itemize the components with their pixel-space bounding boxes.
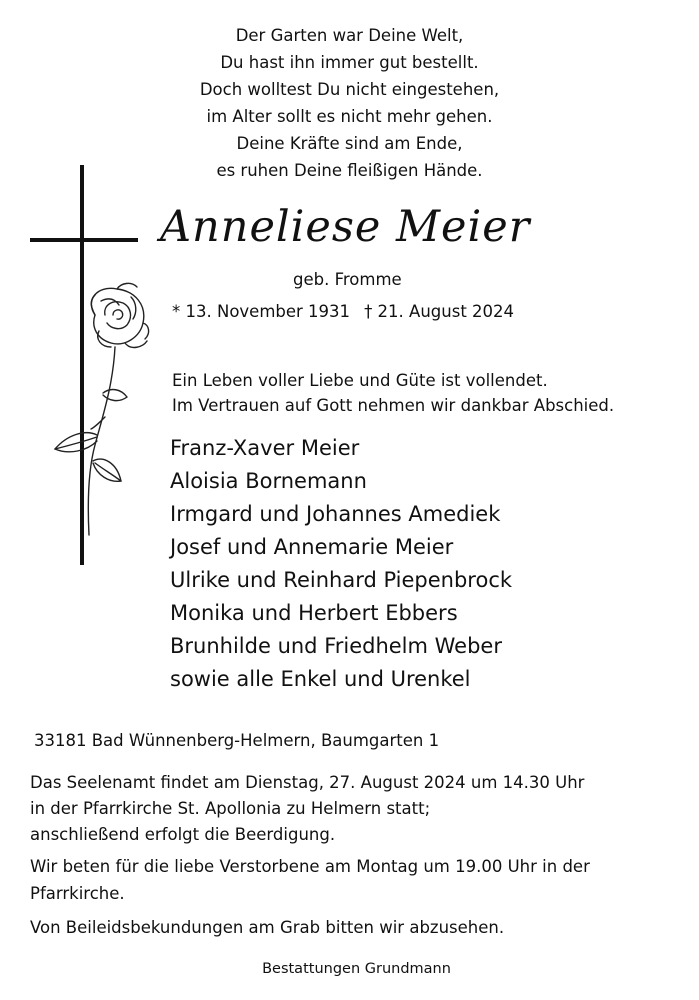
- birth-date: * 13. November 1931: [172, 302, 351, 321]
- prayer-notice: [30, 853, 590, 907]
- life-dates: [172, 302, 514, 321]
- poem: [0, 22, 699, 184]
- poem-line: Deine Kräfte sind am Ende,: [236, 134, 463, 153]
- mourner-entry: Irmgard und Johannes Amediek: [170, 502, 501, 526]
- poem-line: Der Garten war Deine Welt,: [235, 26, 464, 45]
- mourner-entry: Josef und Annemarie Meier: [170, 535, 454, 559]
- mourner-entry: Brunhilde und Friedhelm Weber: [170, 634, 502, 658]
- cross-with-rose-illustration: [25, 165, 160, 570]
- mourner-entry: Aloisia Bornemann: [170, 469, 367, 493]
- motto-line: Ein Leben voller Liebe und Güte ist vollendet.: [172, 371, 548, 390]
- mourner-entry: Ulrike und Reinhard Piepenbrock: [170, 568, 513, 592]
- rose-icon: [55, 283, 149, 535]
- funeral-notice: [30, 770, 584, 848]
- motto-line: Im Vertrauen auf Gott nehmen wir dankbar Abschied.: [172, 396, 615, 415]
- maiden-name: geb. Fromme: [293, 270, 402, 289]
- cross-icon: [30, 165, 138, 565]
- undertaker-name: Bestattungen Grundmann: [262, 961, 451, 977]
- condolence-notice: Von Beileidsbekundungen am Grab bitten wir abzusehen.: [30, 918, 505, 937]
- family-address: 33181 Bad Wünnenberg-Helmern, Baumgarten 1: [34, 731, 440, 750]
- mourner-entry: Franz-Xaver Meier: [170, 436, 360, 460]
- mourners-list: [170, 432, 512, 696]
- prayer-line: Wir beten für die liebe Verstorbene am Montag um 19.00 Uhr in der: [30, 857, 590, 876]
- mourner-entry: sowie alle Enkel und Urenkel: [170, 667, 471, 691]
- funeral-line: anschließend erfolgt die Beerdigung.: [30, 825, 336, 844]
- poem-line: Doch wolltest Du nicht eingestehen,: [199, 80, 500, 99]
- farewell-motto: [172, 368, 614, 418]
- death-date: † 21. August 2024: [364, 302, 515, 321]
- poem-line: Du hast ihn immer gut bestellt.: [220, 53, 479, 72]
- prayer-line: Pfarrkirche.: [30, 884, 125, 903]
- poem-line: im Alter sollt es nicht mehr gehen.: [206, 107, 493, 126]
- poem-line: es ruhen Deine fleißigen Hände.: [216, 161, 483, 180]
- deceased-name: Anneliese Meier: [160, 202, 531, 252]
- mourner-entry: Monika und Herbert Ebbers: [170, 601, 458, 625]
- funeral-line: in der Pfarrkirche St. Apollonia zu Helmern statt;: [30, 799, 431, 818]
- funeral-line: Das Seelenamt findet am Dienstag, 27. August 2024 um 14.30 Uhr: [30, 773, 585, 792]
